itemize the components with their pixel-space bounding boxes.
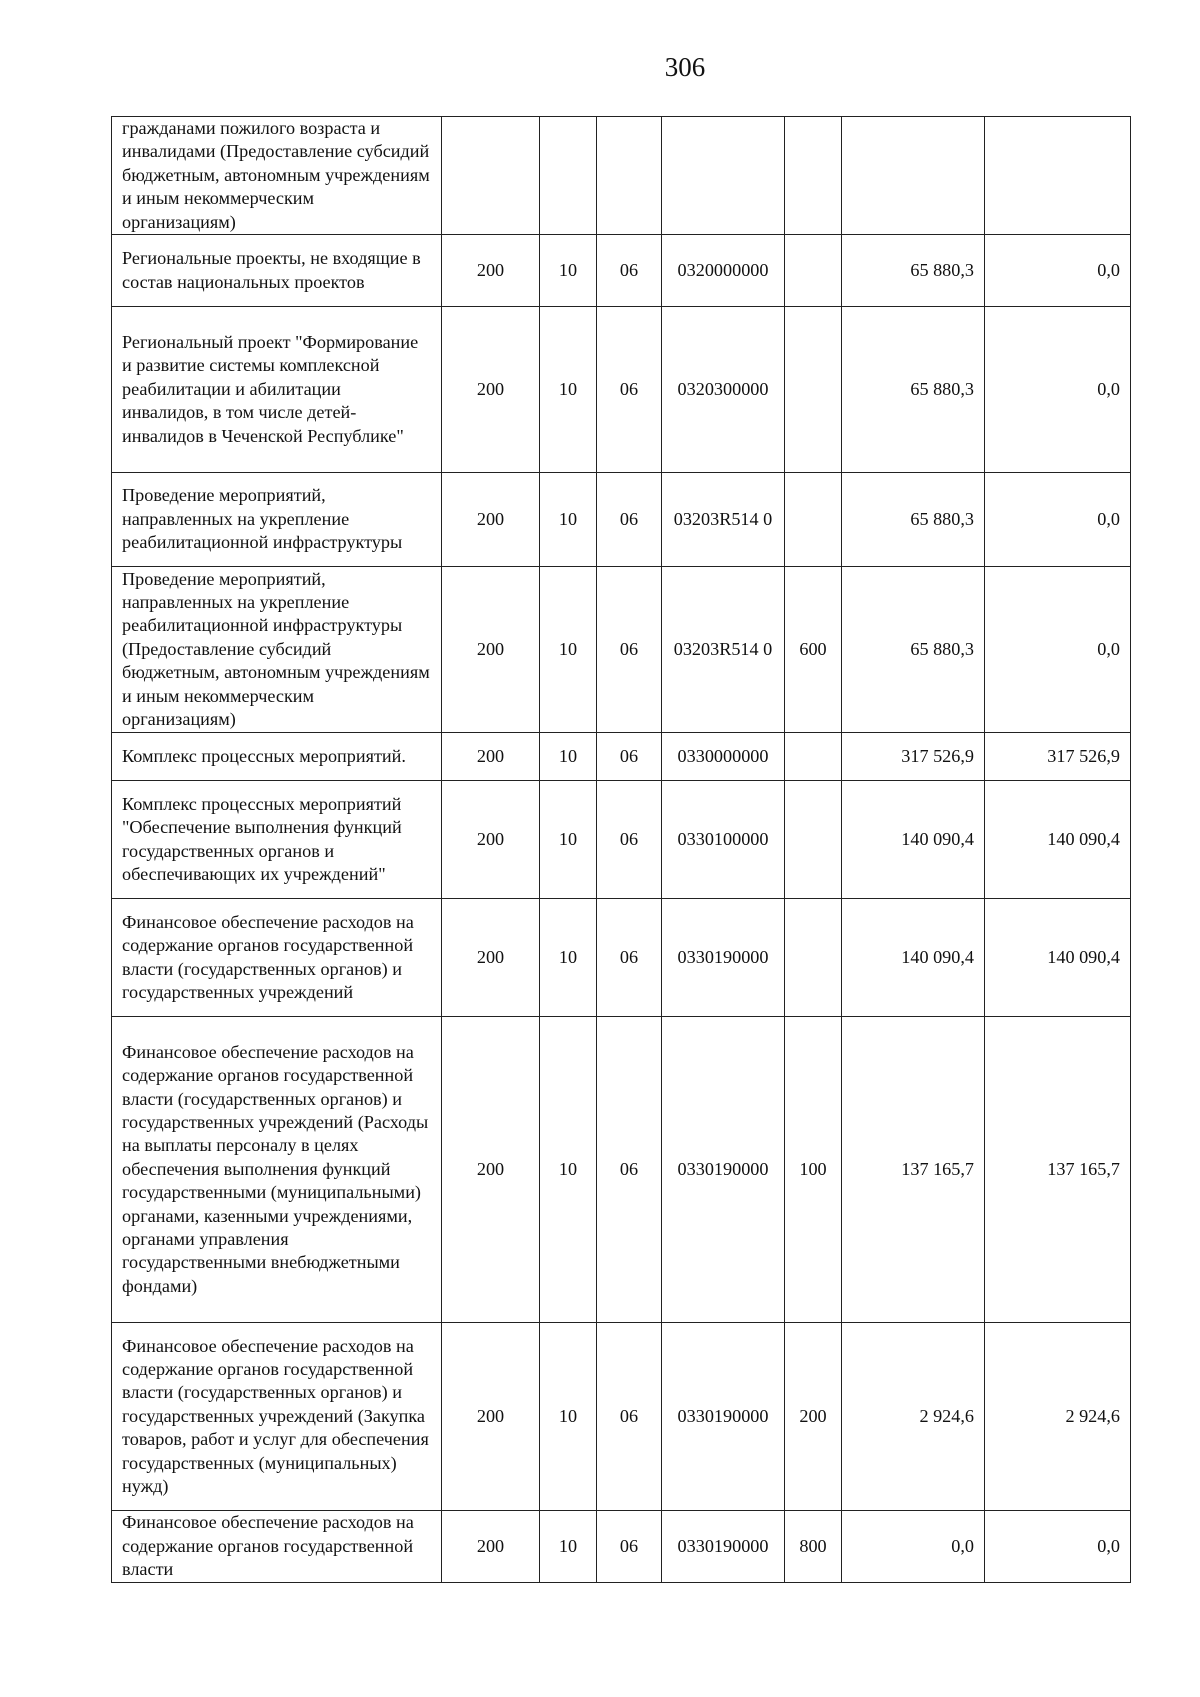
row-subsection-cell: 06: [597, 1017, 662, 1323]
row-code-cell: 200: [442, 781, 540, 899]
row-subsection-cell: 06: [597, 1323, 662, 1511]
row-code-cell: 200: [442, 1017, 540, 1323]
row-target-cell: 03203R514 0: [662, 473, 785, 567]
row-name-cell: Финансовое обеспечение расходов на содержание органов государственной власти (государственных органов) и государственных учреждений: [112, 899, 442, 1017]
table-row: [112, 781, 1131, 899]
row-amount-1-cell: 65 880,3: [842, 473, 985, 567]
budget-table: [111, 116, 1131, 1583]
table-row: [112, 117, 1131, 235]
row-section-cell: [540, 117, 597, 235]
row-subsection-cell: 06: [597, 733, 662, 781]
row-amount-2-cell: 140 090,4: [985, 781, 1131, 899]
row-name-cell: Региональный проект "Формирование и развитие системы комплексной реабилитации и абилитации инвалидов, в том числе детей-инвалидов в Чеченской Республике": [112, 307, 442, 473]
budget-table-body: [112, 117, 1131, 1583]
row-code-cell: 200: [442, 473, 540, 567]
row-name-cell: Финансовое обеспечение расходов на содержание органов государственной власти (государственных органов) и государственных учреждений (Расходы на выплаты персоналу в целях обеспечения выполнения функций государственными (муниципальными) органами, казенными учреждениями, органами управления государственными внебюджетными фондами): [112, 1017, 442, 1323]
row-code-cell: 200: [442, 567, 540, 733]
row-code-cell: 200: [442, 307, 540, 473]
row-expense-type-cell: [785, 781, 842, 899]
row-subsection-cell: 06: [597, 1511, 662, 1583]
row-section-cell: 10: [540, 307, 597, 473]
row-subsection-cell: 06: [597, 307, 662, 473]
row-amount-2-cell: 0,0: [985, 307, 1131, 473]
row-name-cell: Комплекс процессных мероприятий.: [112, 733, 442, 781]
table-row: [112, 1323, 1131, 1511]
page-number: 306: [664, 52, 706, 82]
row-amount-2-cell: 2 924,6: [985, 1323, 1131, 1511]
row-target-cell: 0330190000: [662, 1511, 785, 1583]
row-subsection-cell: 06: [597, 473, 662, 567]
table-row: [112, 899, 1131, 1017]
row-expense-type-cell: [785, 117, 842, 235]
row-target-cell: 0330100000: [662, 781, 785, 899]
table-row: [112, 733, 1131, 781]
row-amount-1-cell: 2 924,6: [842, 1323, 985, 1511]
row-amount-1-cell: 140 090,4: [842, 899, 985, 1017]
row-name-cell: Проведение мероприятий, направленных на укрепление реабилитационной инфраструктуры: [112, 473, 442, 567]
row-target-cell: 0330190000: [662, 1323, 785, 1511]
row-target-cell: 0330000000: [662, 733, 785, 781]
row-target-cell: 0330190000: [662, 1017, 785, 1323]
table-row: [112, 567, 1131, 733]
row-amount-2-cell: 140 090,4: [985, 899, 1131, 1017]
table-row: [112, 473, 1131, 567]
row-section-cell: 10: [540, 473, 597, 567]
row-target-cell: 0320000000: [662, 235, 785, 307]
row-code-cell: 200: [442, 235, 540, 307]
row-amount-1-cell: 65 880,3: [842, 235, 985, 307]
row-code-cell: [442, 117, 540, 235]
row-target-cell: 0320300000: [662, 307, 785, 473]
row-name-cell: Финансовое обеспечение расходов на содержание органов государственной власти (государственных органов) и государственных учреждений (Закупка товаров, работ и услуг для обеспечения государственных (муниципальных) нужд): [112, 1323, 442, 1511]
row-expense-type-cell: [785, 307, 842, 473]
row-section-cell: 10: [540, 1511, 597, 1583]
row-section-cell: 10: [540, 1323, 597, 1511]
row-target-cell: 0330190000: [662, 899, 785, 1017]
table-row: [112, 1017, 1131, 1323]
row-amount-1-cell: 137 165,7: [842, 1017, 985, 1323]
row-amount-2-cell: 0,0: [985, 235, 1131, 307]
table-row: [112, 1511, 1131, 1583]
row-section-cell: 10: [540, 781, 597, 899]
row-code-cell: 200: [442, 1511, 540, 1583]
row-expense-type-cell: [785, 733, 842, 781]
row-amount-2-cell: [985, 117, 1131, 235]
row-name-cell: Региональные проекты, не входящие в состав национальных проектов: [112, 235, 442, 307]
row-section-cell: 10: [540, 567, 597, 733]
row-amount-2-cell: 0,0: [985, 473, 1131, 567]
row-subsection-cell: [597, 117, 662, 235]
row-section-cell: 10: [540, 1017, 597, 1323]
table-row: [112, 307, 1131, 473]
row-amount-2-cell: 0,0: [985, 567, 1131, 733]
row-amount-2-cell: 317 526,9: [985, 733, 1131, 781]
row-expense-type-cell: 100: [785, 1017, 842, 1323]
row-expense-type-cell: 200: [785, 1323, 842, 1511]
row-expense-type-cell: [785, 235, 842, 307]
table-row: [112, 235, 1131, 307]
row-code-cell: 200: [442, 1323, 540, 1511]
row-target-cell: [662, 117, 785, 235]
row-amount-1-cell: 140 090,4: [842, 781, 985, 899]
row-amount-1-cell: 65 880,3: [842, 567, 985, 733]
row-section-cell: 10: [540, 235, 597, 307]
row-name-cell: Финансовое обеспечение расходов на содержание органов государственной власти: [112, 1511, 442, 1583]
row-amount-1-cell: 317 526,9: [842, 733, 985, 781]
row-amount-1-cell: 65 880,3: [842, 307, 985, 473]
row-amount-2-cell: 137 165,7: [985, 1017, 1131, 1323]
row-subsection-cell: 06: [597, 235, 662, 307]
row-name-cell: Комплекс процессных мероприятий "Обеспечение выполнения функций государственных органов и обеспечивающих их учреждений": [112, 781, 442, 899]
row-name-cell: гражданами пожилого возраста и инвалидами (Предоставление субсидий бюджетным, автономным учреждениям и иным некоммерческим организациям): [112, 117, 442, 235]
row-expense-type-cell: 800: [785, 1511, 842, 1583]
row-code-cell: 200: [442, 733, 540, 781]
row-code-cell: 200: [442, 899, 540, 1017]
row-subsection-cell: 06: [597, 899, 662, 1017]
row-amount-2-cell: 0,0: [985, 1511, 1131, 1583]
row-section-cell: 10: [540, 899, 597, 1017]
row-subsection-cell: 06: [597, 781, 662, 899]
row-expense-type-cell: [785, 473, 842, 567]
row-amount-1-cell: 0,0: [842, 1511, 985, 1583]
row-name-cell: Проведение мероприятий, направленных на укрепление реабилитационной инфраструктуры (Предоставление субсидий бюджетным, автономным учреждениям и иным некоммерческим организациям): [112, 567, 442, 733]
row-amount-1-cell: [842, 117, 985, 235]
row-target-cell: 03203R514 0: [662, 567, 785, 733]
row-subsection-cell: 06: [597, 567, 662, 733]
row-expense-type-cell: 600: [785, 567, 842, 733]
row-section-cell: 10: [540, 733, 597, 781]
row-expense-type-cell: [785, 899, 842, 1017]
